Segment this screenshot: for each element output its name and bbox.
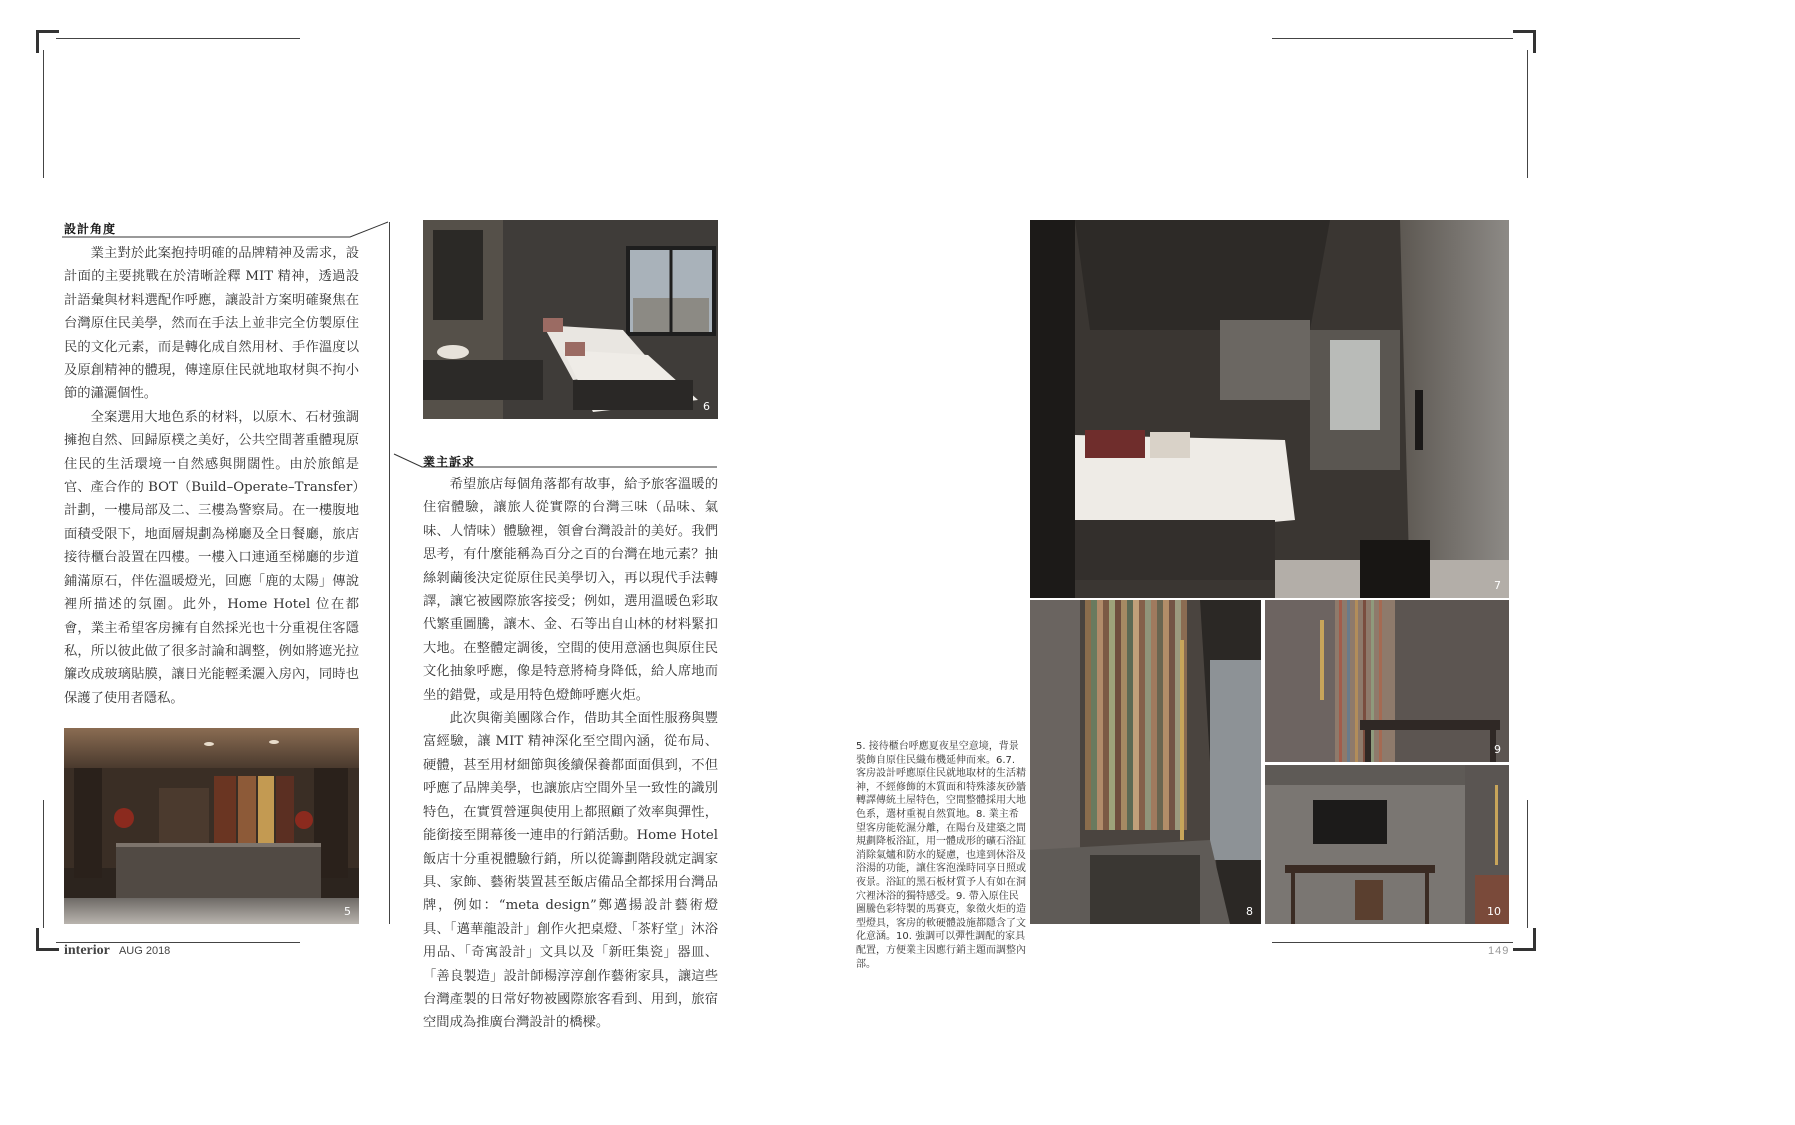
tv-wall-illustration bbox=[1265, 765, 1509, 924]
guestroom-double-photo bbox=[1030, 220, 1509, 598]
section-heading-design: 設計角度 bbox=[64, 222, 117, 236]
heading-rule-owner bbox=[392, 452, 722, 472]
top-rule-right bbox=[1272, 38, 1513, 39]
top-rule-left bbox=[56, 38, 300, 39]
design-body-text bbox=[64, 242, 359, 710]
guestroom-twin-photo bbox=[423, 220, 718, 419]
owner-paragraph-1: 希望旅店每個角落都有故事，給予旅客溫暖的住宿體驗，讓旅人從實際的台灣三味（品味、氣味、人情味）體驗裡，領會台灣設計的美好。我們思考，有什麼能稱為百分之百的台灣在地元素？抽絲剝繭後決定從原住民美學切入，再以現代手法轉譯，讓它被國際旅客接受；例如，選用溫暖色彩取代繁重圖騰，讓木、金、石等出自山林的材料緊扣大地。在整體定調後，空間的使用意涵也與原住民文化抽象呼應，像是特意將椅身降低，給人席地而坐的錯覺，或是用特色燈飾呼應火炬。 bbox=[423, 477, 718, 703]
footer-issue bbox=[64, 943, 170, 959]
tv-wall-photo bbox=[1265, 765, 1509, 924]
corner-mark-bottom-right bbox=[1513, 928, 1536, 951]
corner-mark-top-left bbox=[36, 30, 59, 53]
lobby-reception-photo bbox=[64, 728, 359, 924]
page-number: 149 bbox=[1488, 945, 1510, 957]
design-paragraph-1: 業主對於此案抱持明確的品牌精神及需求，設計面的主要挑戰在於清晰詮釋 MIT 精神，透過設計語彙與材料選配作呼應，讓設計方案明確聚焦在台灣原住民美學，然而在手法上並非完全仿製原住民的文化元素，而是轉化成自然用材、手作溫度以及原創精神的體現，傳達原住民就地取材與不拘小節的瀟灑個性。 bbox=[64, 246, 359, 402]
left-margin-line-bottom bbox=[43, 800, 44, 928]
mosaic-stripes bbox=[1085, 600, 1187, 830]
photo-number-8: 8 bbox=[1246, 905, 1253, 918]
corner-mark-top-right bbox=[1513, 30, 1536, 53]
bathtub-illustration bbox=[1030, 600, 1261, 924]
lobby-reception-illustration bbox=[64, 728, 359, 924]
bathtub-photo bbox=[1030, 600, 1261, 924]
heading-rule-design bbox=[60, 220, 395, 240]
guestroom-double-illustration bbox=[1030, 220, 1509, 598]
owner-body-text bbox=[423, 473, 718, 1035]
section-heading-owner: 業主訴求 bbox=[423, 455, 476, 469]
desk-corner-illustration bbox=[1265, 600, 1509, 762]
bottom-rule-right bbox=[1272, 942, 1513, 943]
photo-number-10: 10 bbox=[1487, 905, 1501, 918]
photo-caption: 5. 接待櫃台呼應夏夜星空意境，背景裝飾自原住民織布機延伸而來。6.7. 客房設計呼應原住民就地取材的生活精神，不經修飾的木質面和特殊漆灰砂牆轉譯傳統土屋特色，空間整體採用大地色系，選材重視自然質地。8. 業主希望客房能乾濕分離，在陽台及建築之間規劃降板浴缸，用一體成形的礦石浴缸消除氣爐和防水的疑慮，也達到休浴及浴湯的功能，讓住客泡澡時同享日照或夜景。浴缸的黑石板材質予人有如在洞穴裡沐浴的獨特感受。9. 帶入原住民圖騰色彩特製的馬賽克，象徵火炬的造型燈具，客房的軟硬體設施都隱含了文化意涵。10. 強調可以彈性調配的家具配置，方便業主因應行銷主題而調整內部。 bbox=[856, 741, 1026, 970]
footer-brand: interior bbox=[64, 943, 110, 958]
corner-mark-bottom-left bbox=[36, 928, 59, 951]
right-margin-line-bottom bbox=[1527, 800, 1528, 928]
photo-number-7: 7 bbox=[1494, 579, 1501, 592]
footer-issue-date: AUG 2018 bbox=[118, 945, 171, 957]
photo-number-5: 5 bbox=[344, 905, 351, 918]
desk-corner-photo bbox=[1265, 600, 1509, 762]
photo-number-9: 9 bbox=[1494, 743, 1501, 756]
column-divider-left bbox=[389, 222, 390, 924]
guestroom-twin-illustration bbox=[423, 220, 718, 419]
left-margin-line-top bbox=[43, 50, 44, 178]
photo-number-6: 6 bbox=[703, 400, 710, 413]
design-paragraph-2: 全案選用大地色系的材料，以原木、石材強調擁抱自然、回歸原樸之美好，公共空間著重體現原住民的生活環境一自然感與開闊性。由於旅館是官、產合作的 BOT（Build–Operate–Transfer）計劃，一樓局部及二、三樓為警察局。在一樓腹地面積受限下，地面層規劃為梯廳及全日餐廳，旅店接待櫃台設置在四樓。一樓入口連通至梯廳的步道鋪滿原石，伴佐溫暖燈光，回應「鹿的太陽」傳說裡所描述的氛圍。此外，Home Hotel 位在都會，業主希望客房擁有自然採光也十分重視住客隱私，所以彼此做了很多討論和調整，例如將遮光拉簾改成玻璃貼膜，讓日光能輕柔灑入房內，同時也保護了使用者隱私。 bbox=[64, 409, 359, 706]
right-margin-line-top bbox=[1527, 50, 1528, 178]
owner-paragraph-2: 此次與衛美團隊合作，借助其全面性服務與豐富經驗，讓 MIT 精神深化至空間內涵，從布局、硬體，甚至用材細節與後續保養都面面俱到，不但呼應了品牌美學，也讓旅店空間外呈一致性的識別特色，在實質營運與使用上都照顧了效率與彈性，能銜接至開幕後一連串的行銷活動。Home Hotel 飯店十分重視體驗行銷，所以從籌劃階段就定調家具、家飾、藝術裝置甚至飯店備品全都採用台灣品牌，例如：“meta design”鄭邁揚設計藝術燈具、「邁華龍設計」創作火把桌燈、「茶籽堂」沐浴用品、「奇寓設計」文具以及「新旺集瓷」器皿、「善良製造」設計師楊淳淳創作藝術家具，讓這些台灣產製的日常好物被國際旅客看到、用到，旅宿空間成為推廣台灣設計的橋樑。 bbox=[423, 711, 718, 1031]
